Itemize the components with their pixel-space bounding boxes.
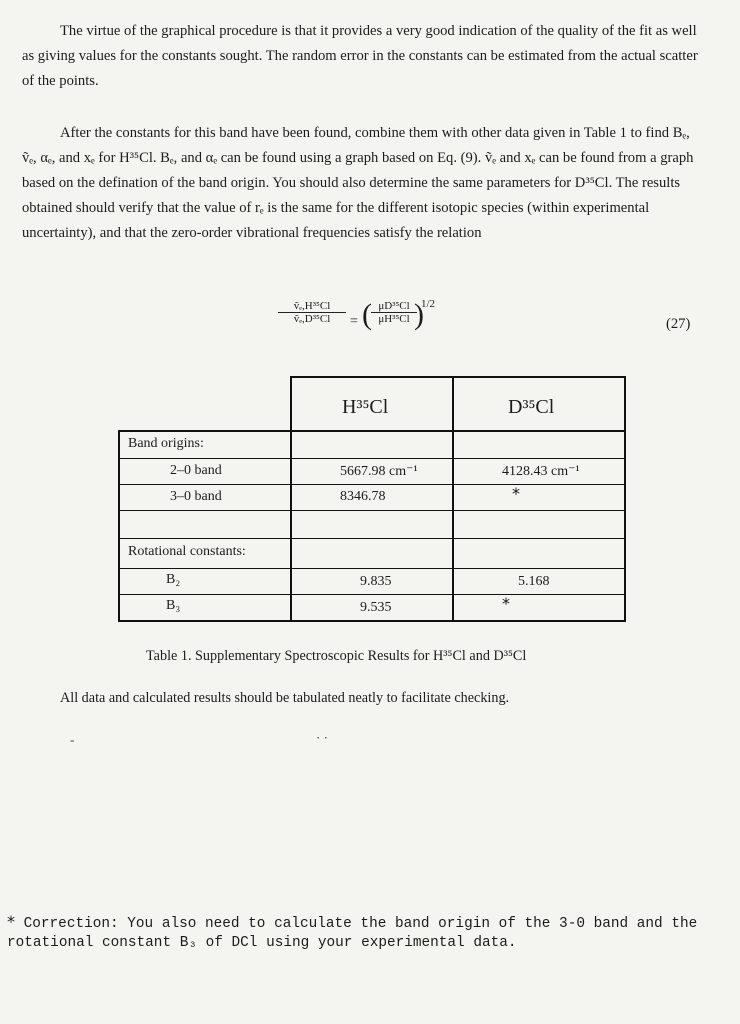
paragraph-2-text: After the constants for this band have been found, combine them with other data given in Table 1 to find Bₑ, ṽₑ, αₑ, and xₑ for H³⁵Cl. Bₑ, and αₑ can be found using a graph based on Eq. (9). ṽₑ and xₑ can be found from a graph based on the defination of the band origin. You should also determine the same parameters for D³⁵Cl. The results obtained should verify that the value of rₑ is the same for the different isotopic species (within experimental uncertainty), and that the zero-order vibrational frequencies satisfy the relation [22, 125, 694, 241]
frequency-denominator: ṽₑ,D³⁵Cl [293, 313, 331, 325]
table-border-left [290, 376, 292, 622]
cell-h-3-0-band: 8346.78 [340, 489, 386, 504]
equation-27 [278, 300, 478, 350]
table-border-right [624, 376, 626, 622]
correction-note [7, 912, 731, 953]
band-origins-label: Band origins: [128, 436, 204, 451]
row-label-b2: B₂ [166, 572, 181, 587]
instructions-paragraph [22, 121, 698, 246]
asterisk-mark: * [7, 912, 15, 931]
intro-paragraph [22, 19, 698, 94]
header-h35cl: H³⁵Cl [342, 396, 389, 418]
correction-text: Correction: You also need to calculate the band origin of the 3-0 band and the rotational constant B₃ of DCl using your experimental data. [7, 916, 698, 951]
pen-mark: ‐ [70, 732, 75, 747]
cell-h-b3: 9.535 [360, 600, 392, 615]
row-rule [118, 484, 626, 485]
spectroscopic-table [118, 376, 626, 622]
right-paren: ) [414, 298, 424, 331]
header-d35cl: D³⁵Cl [508, 396, 555, 418]
pen-mark: · · [316, 730, 328, 745]
row-rule [118, 510, 626, 511]
equals-sign: = [350, 314, 358, 329]
tabulation-note: All data and calculated results should be tabulated neatly to facilitate checking. [60, 690, 510, 706]
table-caption: Table 1. Supplementary Spectroscopic Results for H³⁵Cl and D³⁵Cl [146, 648, 527, 664]
row-label-2-0-band: 2–0 band [170, 463, 222, 478]
row-label-3-0-band: 3–0 band [170, 489, 222, 504]
mass-denominator: μH³⁵Cl [378, 313, 410, 325]
mass-numerator: μD³⁵Cl [371, 300, 417, 313]
row-rule [118, 458, 626, 459]
row-label-b3: B₃ [166, 598, 181, 613]
paragraph-1-text: The virtue of the graphical procedure is that it provides a very good indication of the quality of the fit as well as giving values for the constants sought. The random error in the constants can be estimated from the actual scatter of the points. [22, 23, 698, 89]
asterisk-mark-b3: * [502, 594, 510, 613]
equation-number: (27) [666, 316, 691, 332]
table-border-top [290, 376, 626, 378]
table-column-divider [452, 376, 454, 622]
cell-h-b2: 9.835 [360, 574, 392, 589]
left-paren: ( [362, 298, 372, 331]
frequency-ratio [278, 300, 346, 325]
mass-ratio [371, 300, 417, 325]
row-rule [118, 538, 626, 539]
table-border-bottom [118, 620, 626, 622]
frequency-numerator: ṽₑ,H³⁵Cl [278, 300, 346, 313]
exponent: 1/2 [421, 298, 436, 310]
row-rule [118, 568, 626, 569]
rotational-constants-label: Rotational constants: [128, 544, 246, 559]
cell-d-b2: 5.168 [518, 574, 550, 589]
row-rule [118, 594, 626, 595]
asterisk-mark-3-0-band: * [512, 484, 520, 503]
cell-d-2-0-band: 4128.43 cm⁻¹ [502, 464, 580, 479]
header-rule [118, 430, 626, 432]
cell-h-2-0-band: 5667.98 cm⁻¹ [340, 464, 418, 479]
